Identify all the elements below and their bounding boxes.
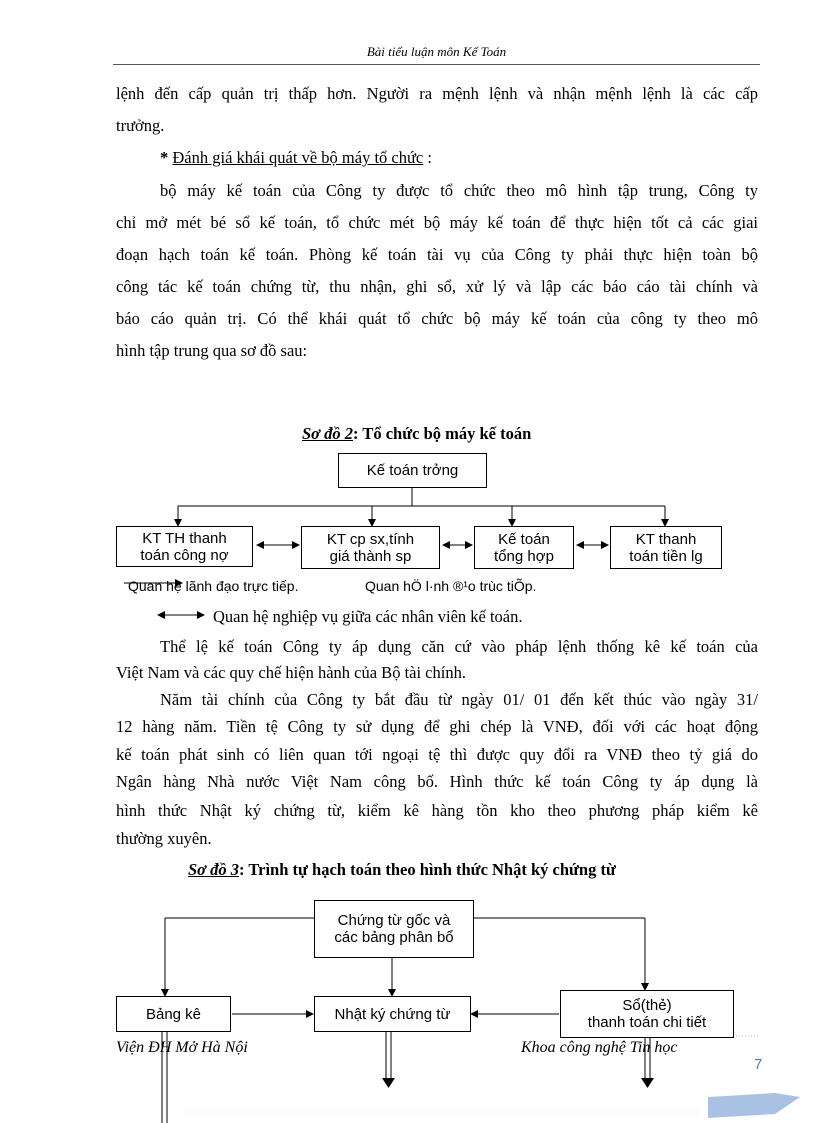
box-label: Kế toán (498, 530, 550, 548)
legend-direct: Quan hệ lãnh đạo trực tiếp. (128, 578, 299, 594)
text-line: bộ máy kế toán của Công ty được tổ chức theo mô hình tập trung, Công ty (160, 181, 758, 200)
legend-direct-garbled: Quan hÖ l·nh ®¹o trùc tiÕp. (365, 578, 537, 594)
diagram3-caption (188, 860, 616, 880)
d3-down-center-head (382, 1078, 395, 1088)
box-label: các bảng phân bổ (334, 929, 454, 946)
text-line: báo cáo quản trị. Có thể khái quát tổ chức bộ máy kế toán của công ty theo mô (116, 309, 758, 328)
box-label: KT TH thanh (142, 529, 227, 547)
d3-down-right-head (641, 1078, 654, 1088)
diagram3-label: Sơ đồ 3 (188, 860, 240, 879)
footer-left: Viện ĐH Mở Hà Nội (116, 1039, 248, 1056)
text-line: Năm tài chính của Công ty bắt đầu từ ngày 01/ 01 đến kết thúc vào ngày 31/ (160, 690, 758, 709)
box-label: Chứng từ gốc và (337, 912, 451, 929)
box-label: KT cp sx,tính (326, 530, 415, 548)
text-line: thường xuyên. (116, 829, 212, 848)
diagram3-title: : Trình tự hạch toán theo hình thức Nhật ký chứng từ (239, 860, 616, 879)
legend-relation: Quan hệ nghiệp vụ giữa các nhân viên kế toán. (213, 607, 523, 626)
bullet: * (160, 148, 169, 167)
heading-suffix: : (427, 148, 432, 167)
box-label: thanh toán chi tiết (587, 1014, 707, 1031)
page-number: 7 (754, 1056, 763, 1073)
box-source-documents (314, 900, 474, 958)
diagram2-label: Sơ đồ 2 (302, 424, 354, 443)
diagram2-title: : Tổ chức bộ máy kế toán (353, 424, 532, 443)
box-label: KT thanh (635, 530, 697, 548)
text-line: hình thức Nhật ký chứng từ, kiểm kê hàng tồn kho theo phương pháp kiểm kê (116, 801, 758, 820)
page-corner-decoration (708, 1093, 800, 1118)
box-label: Sổ(thẻ) (622, 997, 672, 1014)
text-line: 12 hàng năm. Tiền tệ Công ty sử dụng để ghi chép là VNĐ, đối với các hoạt động (116, 717, 758, 736)
text-line: Việt Nam và các quy chế hiện hành của Bộ tài chính. (116, 663, 466, 682)
text-line: lệnh đến cấp quản trị thấp hơn. Người ra mệnh lệnh và nhận mệnh lệnh là các cấp (116, 84, 758, 103)
box-label: Nhật ký chứng từ (334, 1005, 451, 1023)
box-label: Bảng kê (145, 1005, 202, 1023)
text-line: hình tập trung qua sơ đồ sau: (116, 341, 308, 360)
text-line: chỉ mở mét bé sổ kế toán, tổ chức mét bộ máy kế toán để thực hiện tốt cả các giai (116, 213, 758, 232)
box-journal (314, 996, 471, 1032)
footer-right: Khoa công nghệ Tin học (521, 1039, 678, 1056)
box-listing (116, 996, 231, 1032)
text-line: trưởng. (116, 116, 165, 135)
box-cost-accountant (301, 526, 440, 569)
box-general-accountant (474, 526, 574, 569)
heading-text: Đánh giá khái quát về bộ máy tổ chức (172, 148, 424, 167)
box-detail-ledger (560, 990, 734, 1038)
text-line: Ngân hàng Nhà nước Việt Nam công bố. Hình thức kế toán Công ty áp dụng là (116, 772, 758, 791)
text-line: kế toán phát sinh có liên quan tới ngoại tệ thì được quy đổi ra VNĐ theo tỷ giá do (116, 745, 758, 764)
text-line: Thể lệ kế toán Công ty áp dụng căn cứ vào pháp lệnh thống kê kế toán của (160, 637, 758, 656)
box-label: tổng hợp (494, 547, 554, 565)
text-line: đoạn hạch toán kế toán. Phòng kế toán tài vụ của Công ty phải thực hiện toàn bộ (116, 245, 758, 264)
box-salary-accountant (610, 526, 722, 569)
box-label: toán công nợ (140, 546, 229, 564)
box-label: giá thành sp (329, 547, 412, 565)
text-line: công tác kế toán chứng từ, thu nhận, ghi sổ, xử lý và lập các báo cáo tài chính và (116, 277, 758, 296)
box-chief-accountant (338, 453, 487, 488)
running-header: Bài tiểu luận môn Kế Toán (366, 44, 507, 59)
box-label: toán tiền lg (629, 547, 703, 565)
box-label: Kế toán trởng (366, 462, 459, 479)
box-debt-accountant (116, 526, 253, 567)
